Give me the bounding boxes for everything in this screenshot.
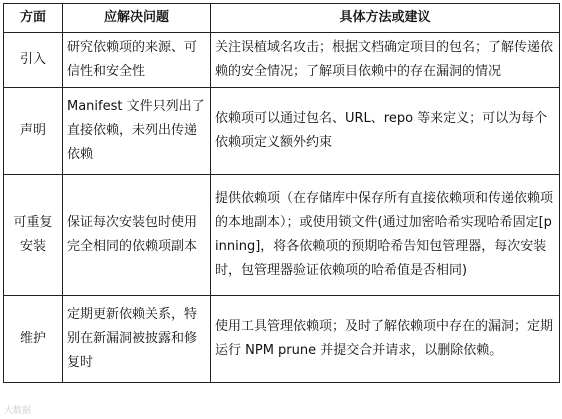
row-method: 提供依赖项（在存储库中保存所有直接依赖项和传递依赖项的本地副本）；或使用锁文件(通过加密哈希实现哈希固定[pinning]，将各依赖项的预期哈希告知包管理器，每次安装时，包管理器验证依赖项的哈希值是否相同) — [211, 175, 560, 296]
row-method: 使用工具管理依赖项；及时了解依赖项中存在的漏洞；定期运行 NPM prune 并提交合并请求，以删除依赖。 — [211, 296, 560, 383]
table-row — [4, 175, 560, 296]
row-problem: 研究依赖项的来源、可信性和安全性 — [63, 33, 211, 88]
row-aspect: 声明 — [4, 88, 63, 175]
table-row — [4, 88, 560, 175]
header-aspect: 方面 — [4, 4, 63, 33]
header-problem: 应解决问题 — [63, 4, 211, 33]
table-header-row — [4, 4, 560, 33]
watermark: 大数据 — [4, 406, 32, 416]
header-method: 具体方法或建议 — [211, 4, 560, 33]
row-method: 依赖项可以通过包名、URL、repo 等来定义；可以为每个依赖项定义额外约束 — [211, 88, 560, 175]
row-problem: Manifest 文件只列出了直接依赖，未列出传递依赖 — [63, 88, 211, 175]
dependency-management-table — [3, 3, 560, 383]
row-method: 关注误植域名攻击；根据文档确定项目的包名；了解传递依赖的安全情况；了解项目依赖中的存在漏洞的情况 — [211, 33, 560, 88]
row-problem: 定期更新依赖关系，特别在新漏洞被披露和修复时 — [63, 296, 211, 383]
row-aspect: 可重复安装 — [4, 175, 63, 296]
row-problem: 保证每次安装包时使用完全相同的依赖项副本 — [63, 175, 211, 296]
row-aspect: 维护 — [4, 296, 63, 383]
table-row — [4, 296, 560, 383]
table-row — [4, 33, 560, 88]
row-aspect: 引入 — [4, 33, 63, 88]
